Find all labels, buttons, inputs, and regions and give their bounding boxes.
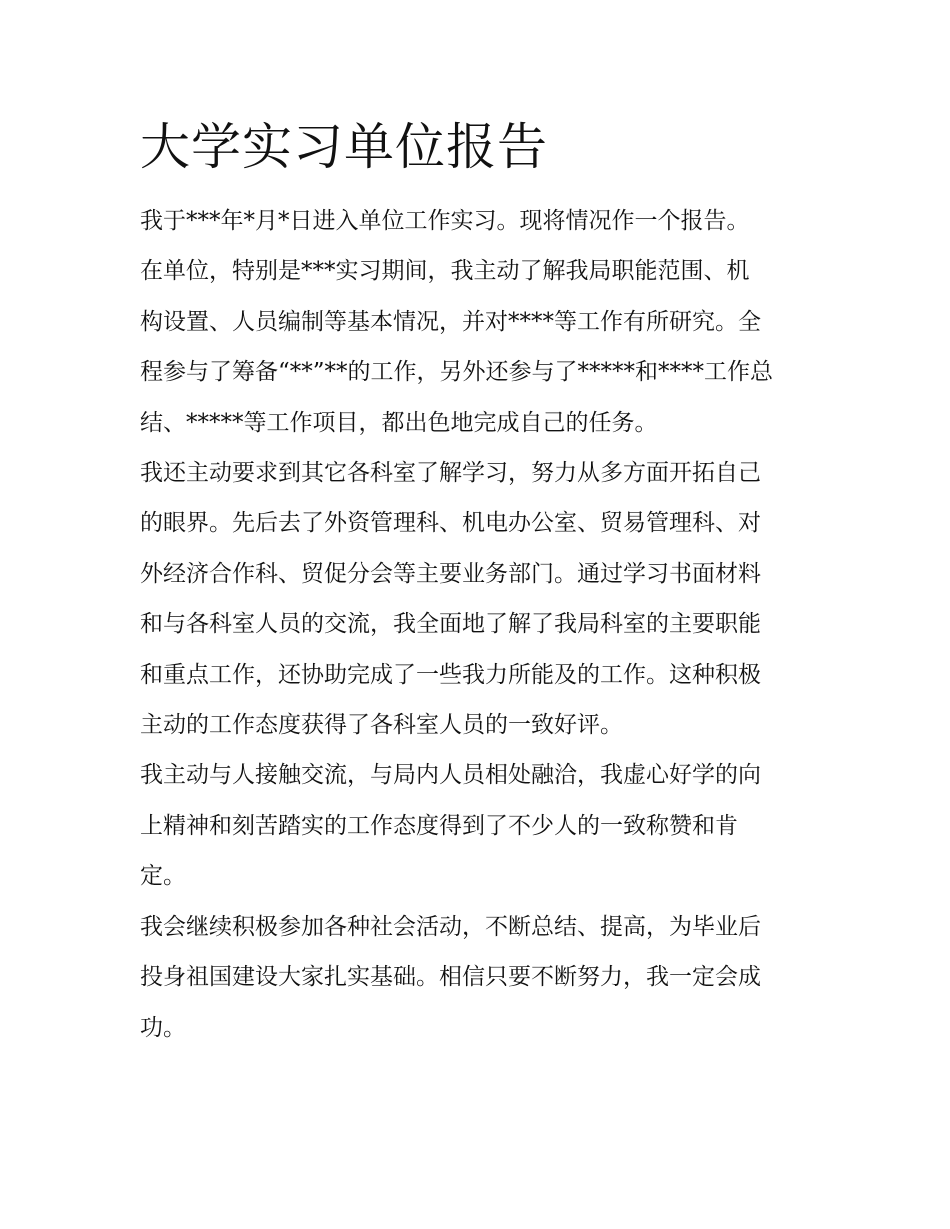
paragraph-line: 功。 [140, 1014, 186, 1041]
paragraph-line: 在单位，特别是***实习期间，我主动了解我局职能范围、机 [140, 258, 750, 285]
paragraph-line: 和与各科室人员的交流，我全面地了解了我局科室的主要职能 [140, 611, 761, 638]
paragraph-line: 我于***年*月*日进入单位工作实习。现将情况作一个报告。 [140, 208, 750, 234]
paragraph-line: 外经济合作科、贸促分会等主要业务部门。通过学习书面材料 [140, 560, 761, 587]
paragraph-line: 上精神和刻苦踏实的工作态度得到了不少人的一致称赞和肯 [140, 812, 738, 839]
paragraph-line: 构设置、人员编制等基本情况，并对****等工作有所研究。全 [140, 308, 761, 335]
paragraph-internship-duties [140, 246, 820, 448]
paragraph-line: 主动的工作态度获得了各科室人员的一致好评。 [140, 712, 623, 739]
paragraph-line: 结、*****等工作项目，都出色地完成自己的任务。 [140, 409, 658, 436]
paragraph-line: 的眼界。先后去了外资管理科、机电办公室、贸易管理科、对 [140, 510, 761, 537]
paragraph-communication [140, 750, 820, 901]
paragraph-line: 我主动与人接触交流，与局内人员相处融洽，我虚心好学的向 [140, 762, 761, 789]
paragraph-line: 和重点工作，还协助完成了一些我力所能及的工作。这种积极 [140, 661, 761, 688]
paragraph-line: 我还主动要求到其它各科室了解学习，努力从多方面开拓自己 [140, 460, 761, 487]
document-title: 大学实习单位报告 [140, 118, 548, 176]
document-body [140, 112, 820, 1053]
paragraph-line: 程参与了筹备“**”**的工作，另外还参与了*****和****工作总 [140, 359, 774, 386]
paragraph-department-learning [140, 448, 820, 750]
paragraph-intro [140, 196, 820, 246]
paragraph-line: 投身祖国建设大家扎实基础。相信只要不断努力，我一定会成 [140, 964, 761, 991]
paragraph-line: 我会继续积极参加各种社会活动，不断总结、提高，为毕业后 [140, 913, 761, 940]
paragraph-conclusion [140, 902, 820, 1053]
paragraph-line: 定。 [140, 863, 186, 890]
